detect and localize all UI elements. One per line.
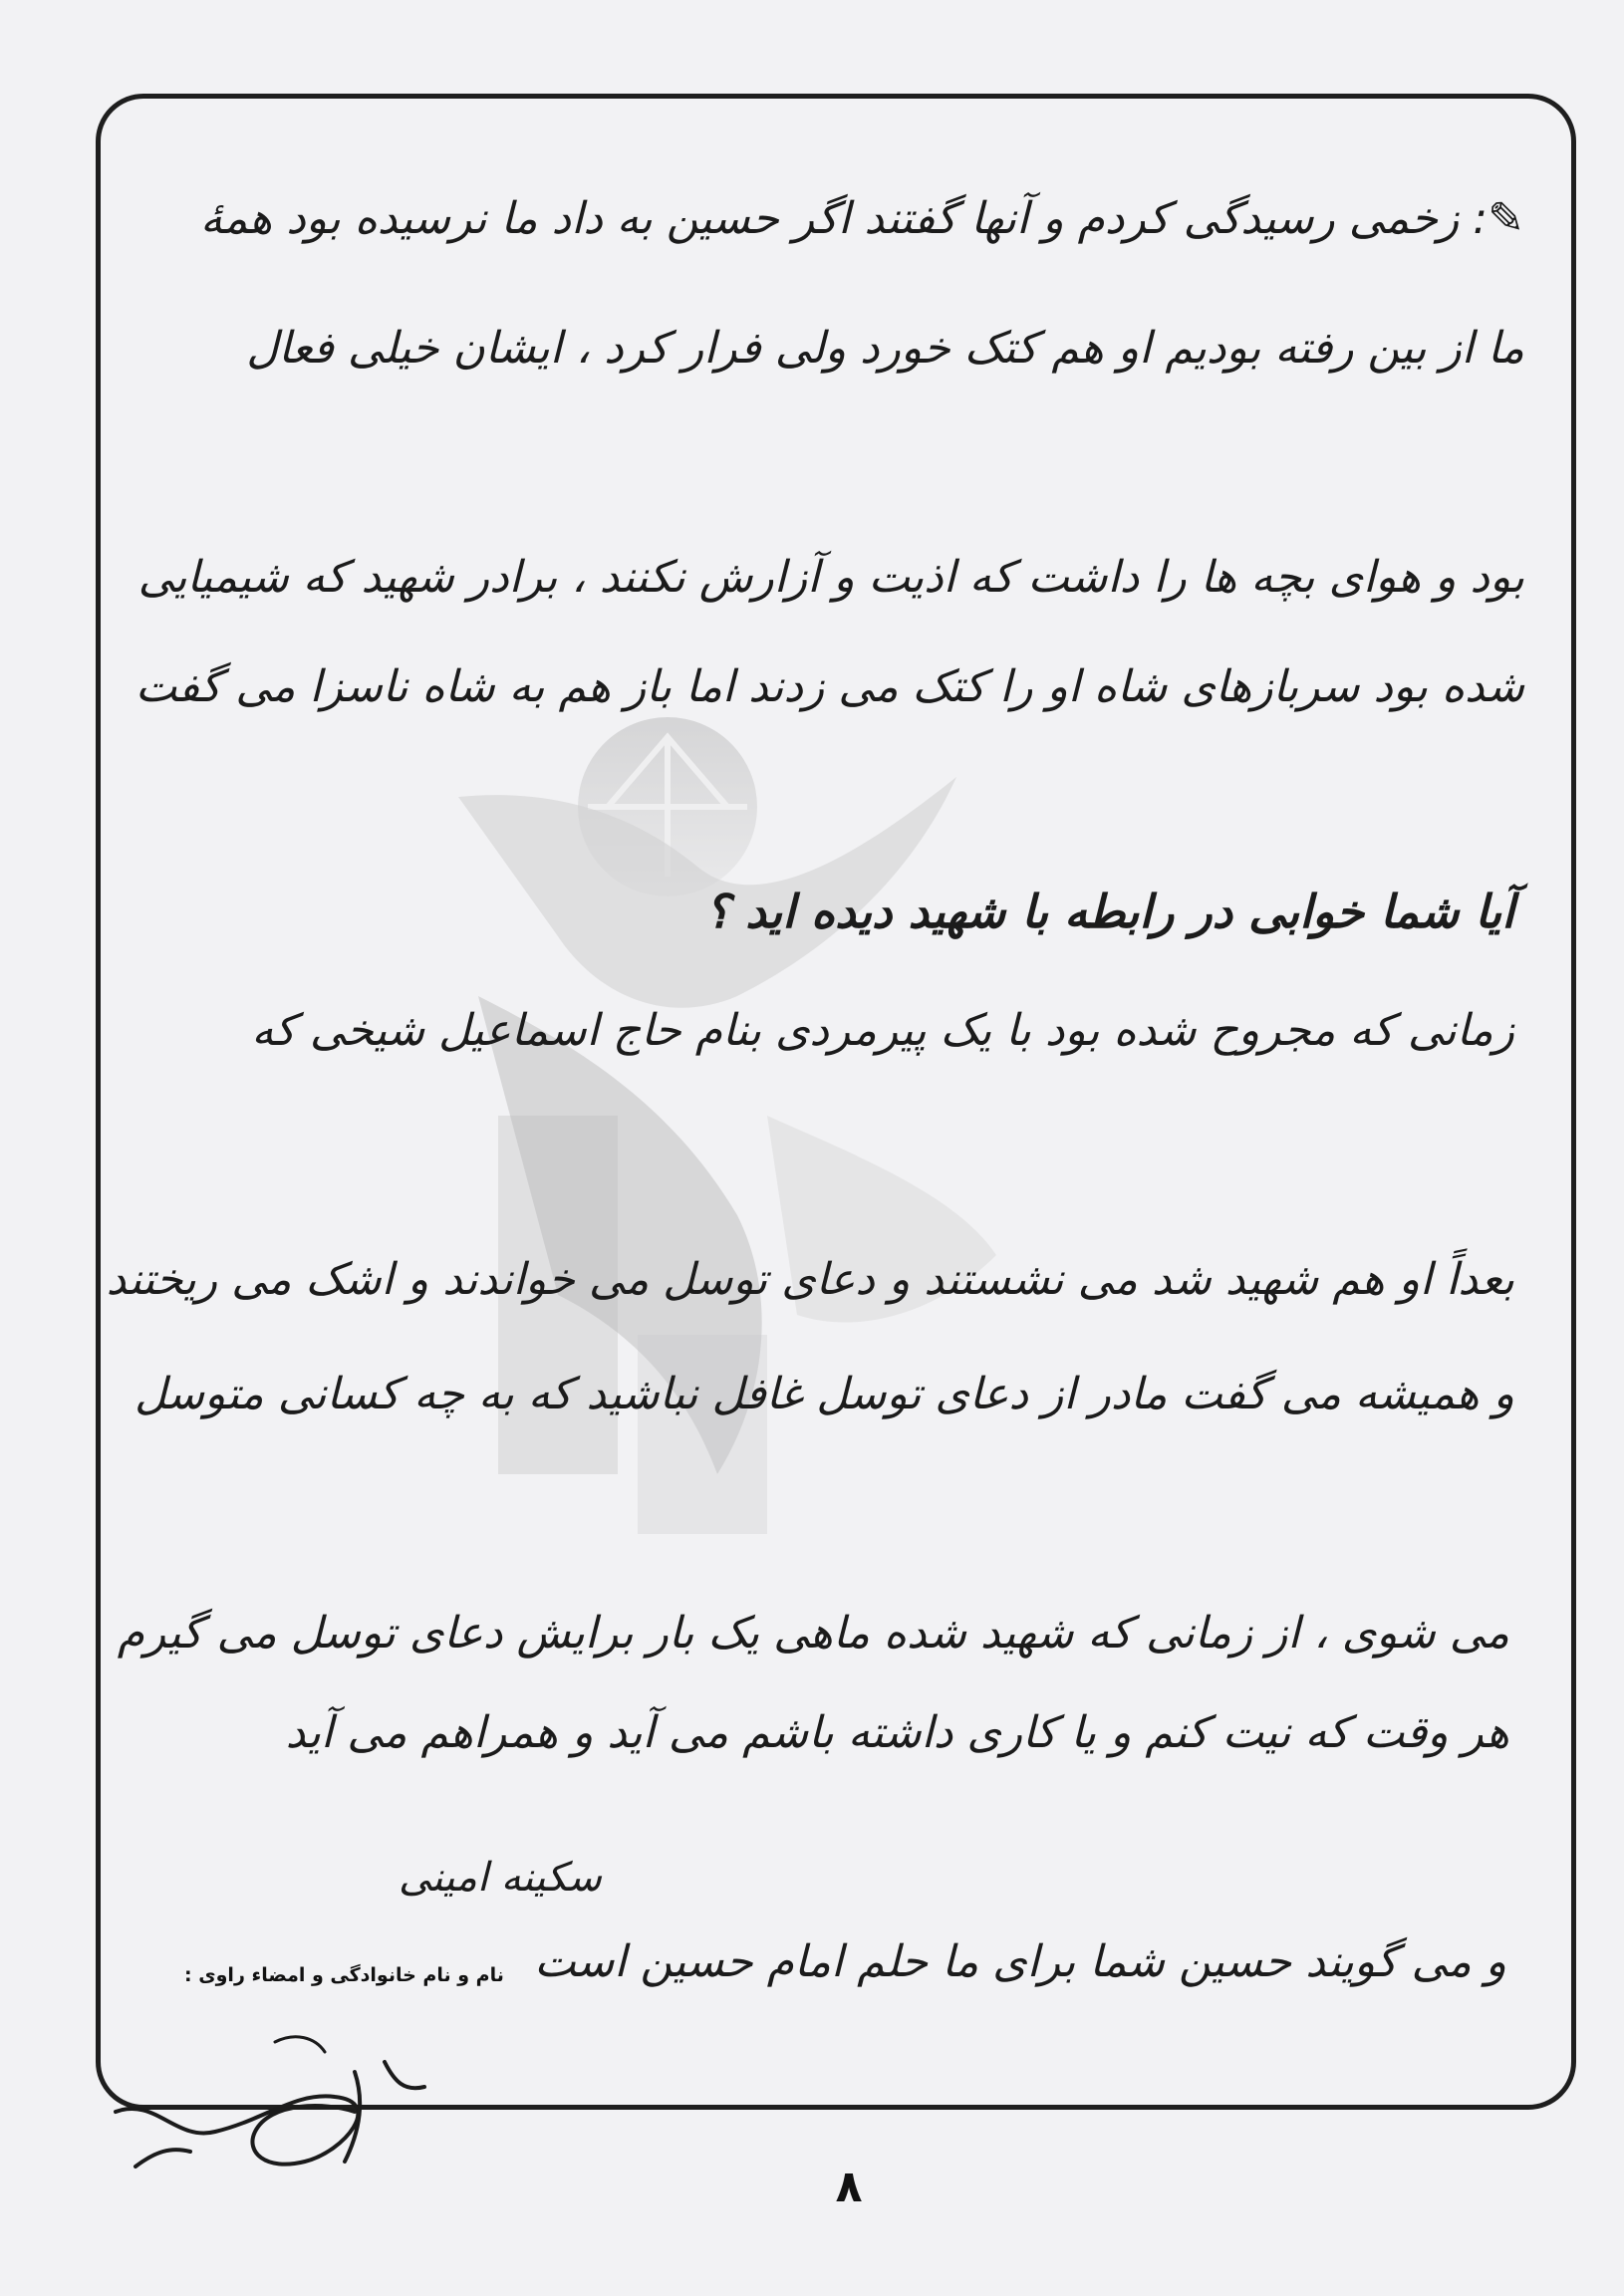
text-line-3: بود و هوای بچه ها را داشت که اذیت و آزارش نکنند ، برادر شهید که شیمیایی <box>137 552 1524 603</box>
handwritten-signature <box>96 2002 494 2191</box>
text-line-1: ✎: زخمی رسیدگی کردم و آنها گفتند اگر حسین به داد ما نرسیده بود همهٔ <box>199 193 1524 244</box>
text-line-9: می شوی ، از زمانی که شهید شده ماهی یک بار برایش دعای توسل می گیرم <box>117 1608 1509 1658</box>
text-line-8: و همیشه می گفت مادر از دعای توسل غافل نباشید که به چه کسانی متوسل <box>134 1369 1514 1419</box>
text-line-11: و می گویند حسین شما برای ما حلم امام حسین است <box>534 1936 1506 1987</box>
text-line-2: ما از بین رفته بودیم او هم کتک خورد ولی فرار کرد ، ایشان خیلی فعال <box>246 323 1524 374</box>
question-heading: آیا شما خوابی در رابطه با شهید دیده اید ؟ <box>704 885 1514 938</box>
text-line-6: زمانی که مجروح شده بود با یک پیرمردی بنام حاج اسماعیل شیخی که <box>251 1005 1514 1056</box>
text-line-7: بعداً او هم شهید شد می نشستند و دعای توسل می خواندند و اشک می ریختند <box>106 1254 1514 1305</box>
signature-caption: نام و نام خانوادگی و امضاء راوی : <box>184 1964 504 1986</box>
page-number: ۸ <box>835 2162 863 2212</box>
text-line-10: هر وقت که نیت کنم و یا کاری داشته باشم می آید و همراهم می آید <box>285 1707 1509 1758</box>
document-frame <box>96 94 1576 2110</box>
text-line-4: شده بود سربازهای شاه او را کتک می زدند اما باز هم به شاه ناسزا می گفت <box>135 661 1524 712</box>
narrator-name: سکینه امینی <box>399 1855 602 1901</box>
